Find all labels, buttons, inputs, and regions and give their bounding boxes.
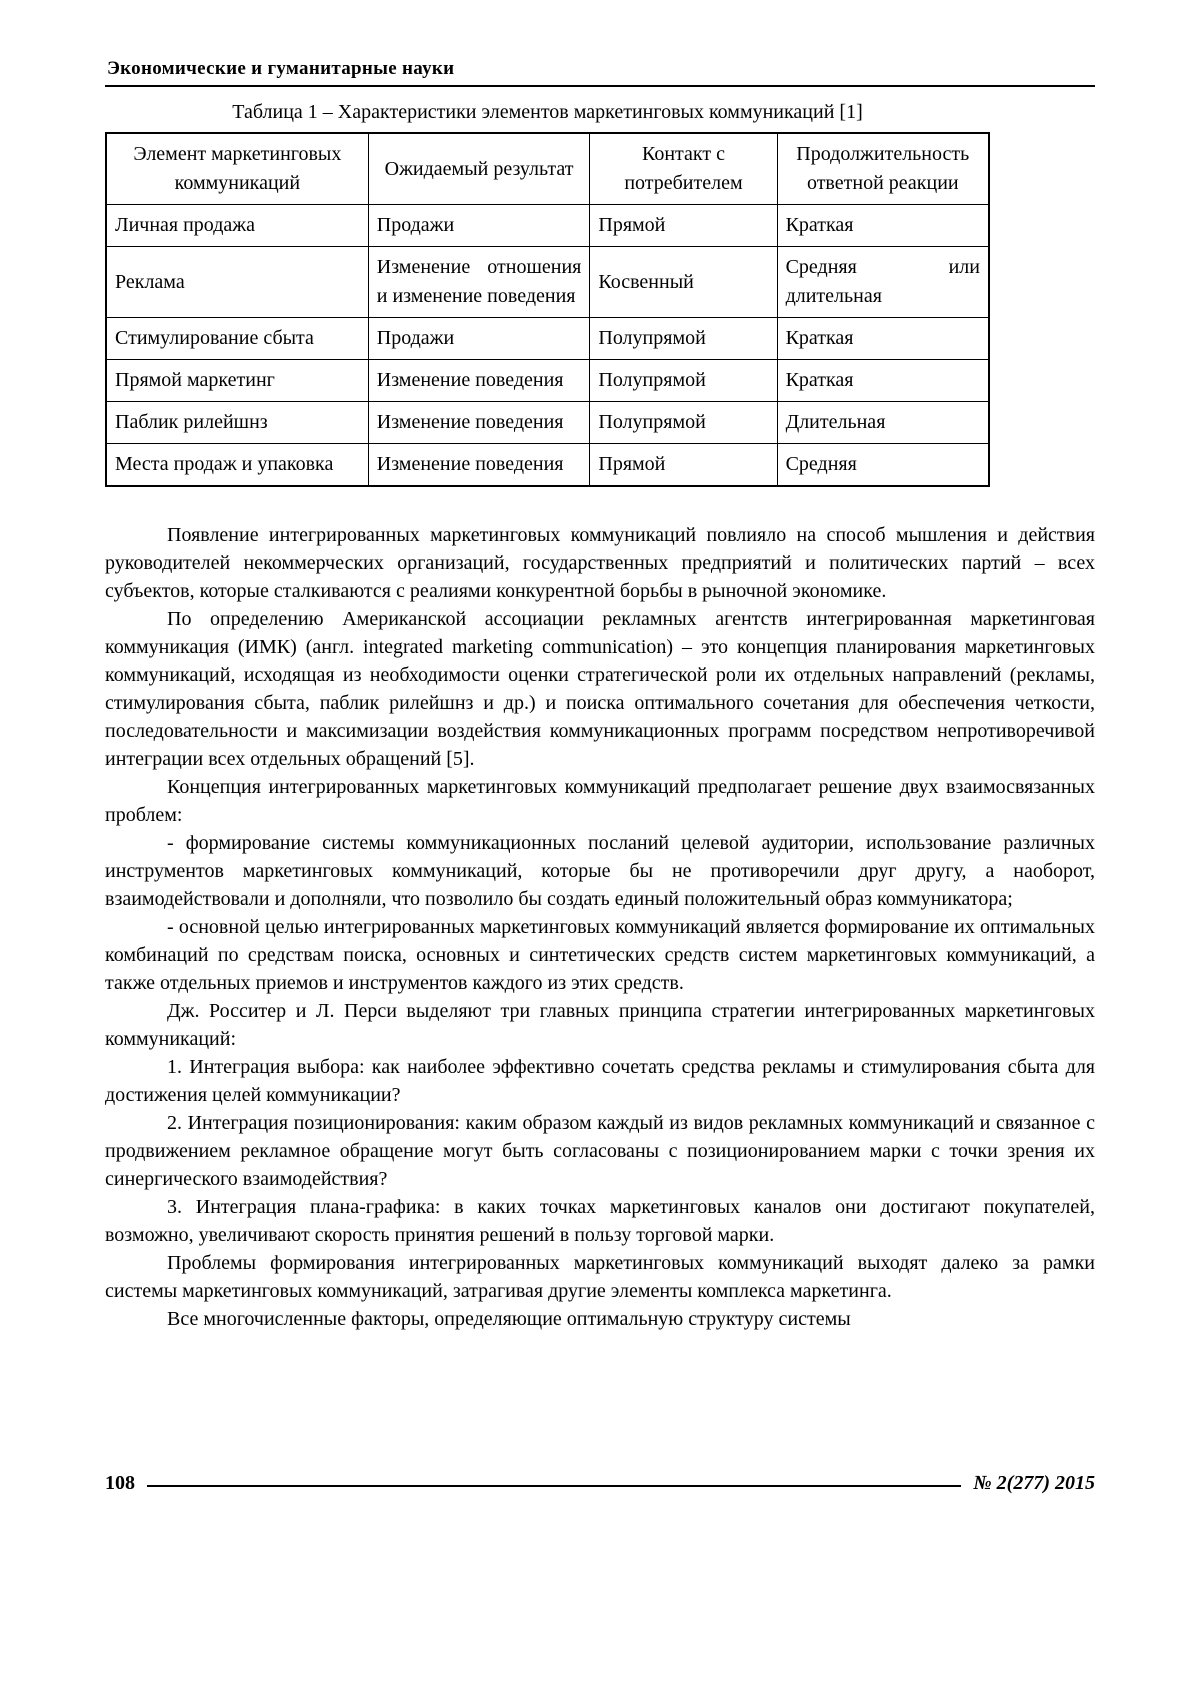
table-cell: Прямой xyxy=(590,444,777,487)
table-row xyxy=(106,444,989,487)
table-row xyxy=(106,402,989,444)
table-cell: Прямой xyxy=(590,205,777,247)
table-cell: Прямой маркетинг xyxy=(106,360,368,402)
table-row xyxy=(106,247,989,318)
table-cell: Средняя xyxy=(777,444,989,487)
table-row xyxy=(106,360,989,402)
table-cell: Изменение отношения и изменение поведения xyxy=(368,247,590,318)
paragraph: 1. Интеграция выбора: как наиболее эффективно сочетать средства рекламы и стимулирования сбыта для достижения целей коммуникации? xyxy=(105,1056,1095,1106)
table-header-row xyxy=(106,133,989,205)
paragraph: 2. Интеграция позиционирования: каким образом каждый из видов рекламных коммуникаций и связанное с продвижением рекламное обращение могут быть согласованы с позиционированием марки с точки зрения их синергического взаимодействия? xyxy=(105,1112,1095,1190)
paragraph: Концепция интегрированных маркетинговых коммуникаций предполагает решение двух взаимосвязанных проблем: xyxy=(105,776,1095,826)
table-row xyxy=(106,205,989,247)
running-head: Экономические и гуманитарные науки xyxy=(107,58,455,79)
paragraph: По определению Американской ассоциации рекламных агентств интегрированная маркетинговая коммуникация (ИМК) (англ. integrated marketing communication) – это концепция планирования маркетинговых коммуникаций, исходящая из необходимости оценки стратегической роли их отдельных направлений (рекламы, стимулирования сбыта, паблик рилейшнз и др.) и поиска оптимального сочетания для обеспечения четкости, последовательности и максимизации воздействия коммуникационных программ посредством непротиворечивой интеграции всех отдельных обращений [5]. xyxy=(105,608,1095,770)
table-cell: Стимулирование сбыта xyxy=(106,318,368,360)
paragraph: Появление интегрированных маркетинговых коммуникаций повлияло на способ мышления и действия руководителей некоммерческих организаций, государственных предприятий и политических партий – всех субъектов, которые сталкиваются с реалиями конкурентной борьбы в рыночной экономике. xyxy=(105,524,1095,602)
paragraph: Дж. Росситер и Л. Перси выделяют три главных принципа стратегии интегрированных маркетинговых коммуникаций: xyxy=(105,1000,1095,1050)
table-header-cell: Продолжительность ответной реакции xyxy=(777,133,989,205)
table-cell: Паблик рилейшнз xyxy=(106,402,368,444)
table-cell: Полупрямой xyxy=(590,318,777,360)
table-cell: Места продаж и упаковка xyxy=(106,444,368,487)
page-number: 108 xyxy=(105,1472,135,1494)
table-cell: Длительная xyxy=(777,402,989,444)
table-cell: Краткая xyxy=(777,205,989,247)
table-cell: Краткая xyxy=(777,318,989,360)
table-cell: Продажи xyxy=(368,318,590,360)
table-header-cell: Элемент маркетинговых коммуникаций xyxy=(106,133,368,205)
table-cell: Изменение поведения xyxy=(368,402,590,444)
article-body xyxy=(105,521,1095,1333)
table-cell: Изменение поведения xyxy=(368,444,590,487)
paragraph: Все многочисленные факторы, определяющие оптимальную структуру системы xyxy=(167,1308,851,1330)
paragraph: - основной целью интегрированных маркетинговых коммуникаций является формирование их оптимальных комбинаций по средствам поиска, основных и синтетических средств систем маркетинговых коммуникаций, а также отдельных приемов и инструментов каждого из этих средств. xyxy=(105,916,1095,994)
marketing-communications-table xyxy=(105,132,990,487)
page-header xyxy=(105,58,1095,87)
table-header-cell: Ожидаемый результат xyxy=(368,133,590,205)
table-cell: Изменение поведения xyxy=(368,360,590,402)
table-cell: Личная продажа xyxy=(106,205,368,247)
table-cell: Полупрямой xyxy=(590,402,777,444)
paragraph: 3. Интеграция плана-графика: в каких точках маркетинговых каналов они достигают покупателей, возможно, увеличивают скорость принятия решений в пользу торговой марки. xyxy=(105,1196,1095,1246)
paragraph: - формирование системы коммуникационных посланий целевой аудитории, использование различных инструментов маркетинговых коммуникаций, которые бы не противоречили друг другу, а наоборот, взаимодействовали и дополняли, что позволило бы создать единый положительный образ коммуникатора; xyxy=(105,832,1095,910)
table-row xyxy=(106,318,989,360)
page-footer xyxy=(105,1472,1095,1495)
table-body xyxy=(106,205,989,487)
table-cell: Косвенный xyxy=(590,247,777,318)
table-caption: Таблица 1 – Характеристики элементов маркетинговых коммуникаций [1] xyxy=(232,101,863,123)
footer-rule xyxy=(147,1485,961,1487)
table-head xyxy=(106,133,989,205)
issue-number: № 2(277) 2015 xyxy=(973,1472,1095,1494)
table-cell: Реклама xyxy=(106,247,368,318)
paragraph: Проблемы формирования интегрированных маркетинговых коммуникаций выходят далеко за рамки системы маркетинговых коммуникаций, затрагивая другие элементы комплекса маркетинга. xyxy=(105,1252,1095,1302)
table-cell: Продажи xyxy=(368,205,590,247)
table-header-cell: Контакт с потребителем xyxy=(590,133,777,205)
header-rule xyxy=(105,85,1095,87)
table-cell: Средняя или длительная xyxy=(777,247,989,318)
table-cell: Полупрямой xyxy=(590,360,777,402)
table-cell: Краткая xyxy=(777,360,989,402)
